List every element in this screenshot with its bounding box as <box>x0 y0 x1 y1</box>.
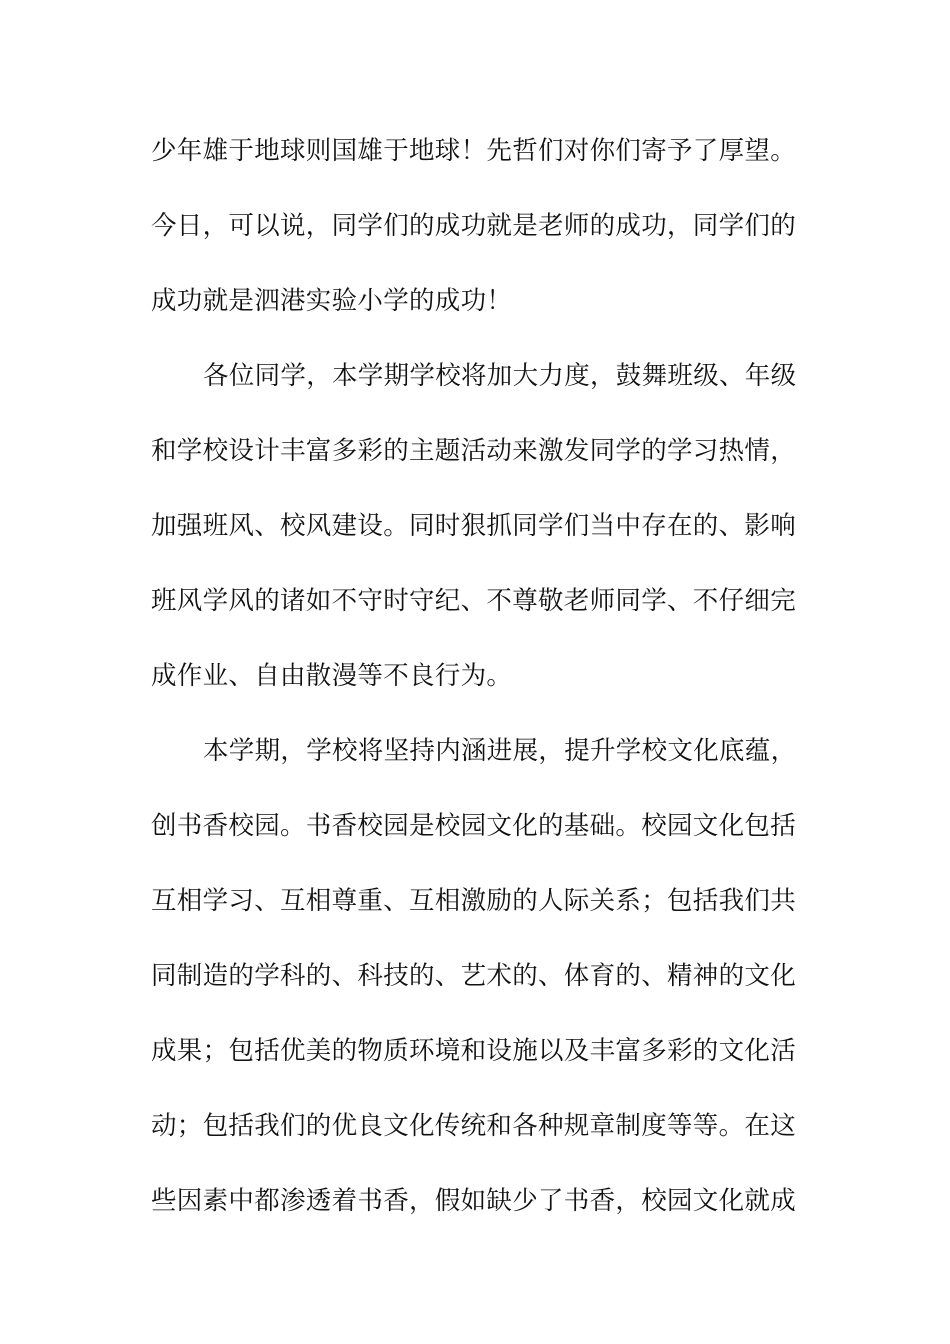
paragraph-line: 和学校设计丰富多彩的主题活动来激发同学的学习热情， <box>151 436 797 466</box>
paragraph-line: 互相学习、互相尊重、互相激励的人际关系；包括我们共 <box>151 886 797 916</box>
paragraph-line: 班风学风的诸如不守时守纪、不尊敬老师同学、不仔细完 <box>151 586 797 616</box>
paragraph-line: 创书香校园。书香校园是校园文化的基础。校园文化包括 <box>151 811 797 841</box>
paragraph-line: 动；包括我们的优良文化传统和各种规章制度等等。在这 <box>151 1111 797 1141</box>
paragraph-line: 成作业、自由散漫等不良行为。 <box>151 661 513 691</box>
paragraph-line: 成果；包括优美的物质环境和设施以及丰富多彩的文化活 <box>151 1036 797 1066</box>
paragraph-first-line: 本学期，学校将坚持内涵进展，提升学校文化底蕴， <box>203 736 797 766</box>
paragraph-line: 加强班风、校风建设。同时狠抓同学们当中存在的、影响 <box>151 511 797 541</box>
paragraph-first-line: 各位同学，本学期学校将加大力度，鼓舞班级、年级 <box>203 361 797 391</box>
paragraph-line: 成功就是泗港实验小学的成功！ <box>151 286 513 316</box>
paragraph-line: 些因素中都渗透着书香，假如缺少了书香，校园文化就成 <box>151 1186 797 1216</box>
paragraph-line: 少年雄于地球则国雄于地球！先哲们对你们寄予了厚望。 <box>151 136 797 166</box>
paragraph-line: 今日，可以说，同学们的成功就是老师的成功，同学们的 <box>151 211 797 241</box>
paragraph-line: 同制造的学科的、科技的、艺术的、体育的、精神的文化 <box>151 961 797 991</box>
